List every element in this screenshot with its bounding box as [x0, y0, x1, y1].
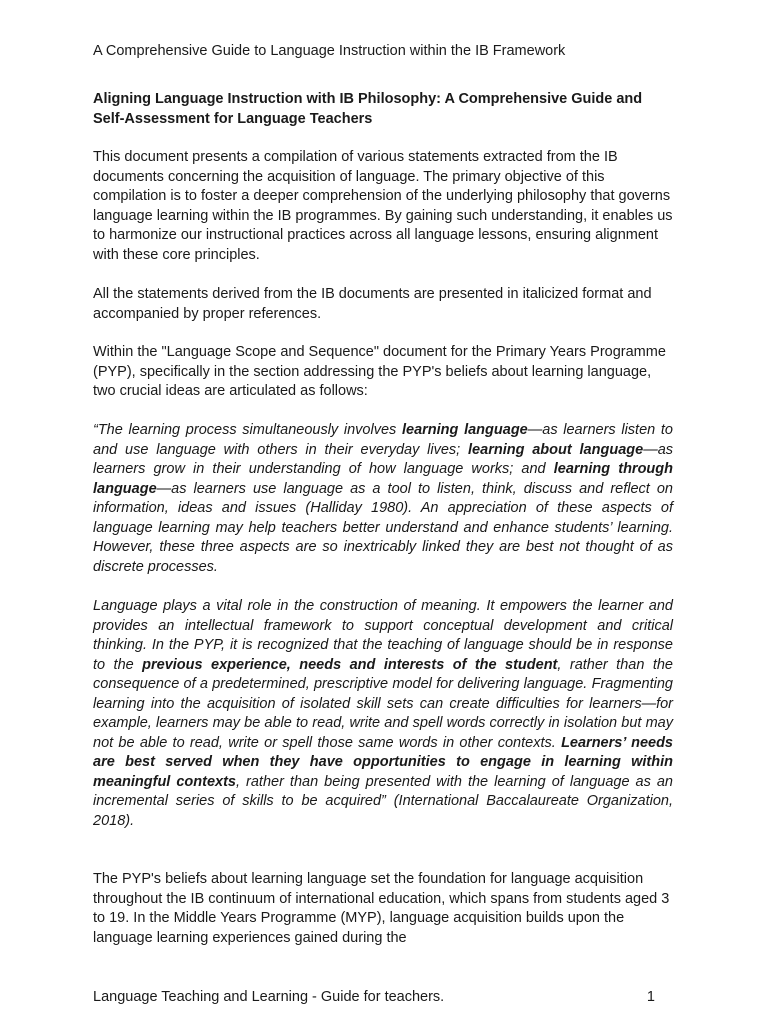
running-header: A Comprehensive Guide to Language Instruction within the IB Framework [93, 43, 566, 59]
quote-paragraph-2 [93, 597, 673, 831]
page-number: 1 [646, 989, 655, 1005]
quote2-text-3: , rather than being presented with the learning of language as an incremental series of skills to be acquired” (International Baccalaureate Organization, 2018). [93, 773, 673, 829]
quote1-bold-learning-language: learning language [401, 422, 528, 438]
pyp-beliefs-paragraph: The PYP's beliefs about learning language set the foundation for language acquisition throughout the IB continuum of international education, which spans from students aged 3 to 19. In the Middle Years Programme (MYP), language acquisition builds upon the language learning experiences gained during the [93, 871, 670, 946]
quote2-bold-student-needs: previous experience, needs and interests of the student [142, 656, 558, 673]
scope-sequence-paragraph: Within the "Language Scope and Sequence" document for the Primary Years Programme (PYP), specifically in the section addressing the PYP's beliefs about learning language, two crucial ideas are articulated as follows: [93, 344, 666, 399]
footer-label: Language Teaching and Learning - Guide for teachers. [93, 989, 445, 1005]
quote-paragraph-1 [93, 421, 673, 577]
intro-paragraph: This document presents a compilation of various statements extracted from the IB documents concerning the acquisition of language. The primary objective of this compilation is to foster a deeper comprehension of the underlying philosophy that governs language learning within the IB programmes. By gaining such understanding, it enables us to harmonize our instructional practices across all language lessons, ensuring alignment with these core principles. [93, 149, 673, 263]
quote1-text-1: “The learning process simultaneously involves [93, 422, 402, 438]
quote1-bold-learning-through-language: learning through language [93, 461, 673, 497]
quote1-bold-learning-about-language: learning about language [468, 441, 644, 458]
quote2-bold-meaningful-contexts: Learners’ needs are best served when they have opportunities to engage in learning within meaningful contexts [93, 734, 673, 790]
quote2-text-1: Language plays a vital role in the construction of meaning. It empowers the learner and provides an intellectual framework to support conceptual development and critical thinking. In the PYP, it is recognized that the teaching of language should be in response to the [93, 598, 673, 673]
quote1-text-2: —as learners listen to and use language with others in their everyday lives; [93, 422, 673, 458]
quote2-text-2: , rather than the consequence of a predetermined, prescriptive model for delivering language. Fragmenting learning into the acquisition of isolated skill sets can create difficulties for learners—for example, learners may be able to read, write and spell words correctly in isolation but may not be able to read, write or spell those same words in other contexts. [93, 656, 673, 751]
quote1-text-3: —as learners grow in their understanding of how language works; and [93, 441, 674, 477]
quote1-text-4: —as learners use language as a tool to listen, think, discuss and reflect on information, ideas and issues (Halliday 1980). An appreciation of these aspects of language learning may help teachers better understand and enhance students’ learning. However, these three aspects are so inextricably linked they are best not thought of as discrete processes. [93, 480, 673, 575]
document-title: Aligning Language Instruction with IB Philosophy: A Comprehensive Guide and Self-Assessment for Language Teachers [93, 91, 643, 127]
italic-note-paragraph: All the statements derived from the IB documents are presented in italicized format and accompanied by proper references. [93, 286, 652, 322]
